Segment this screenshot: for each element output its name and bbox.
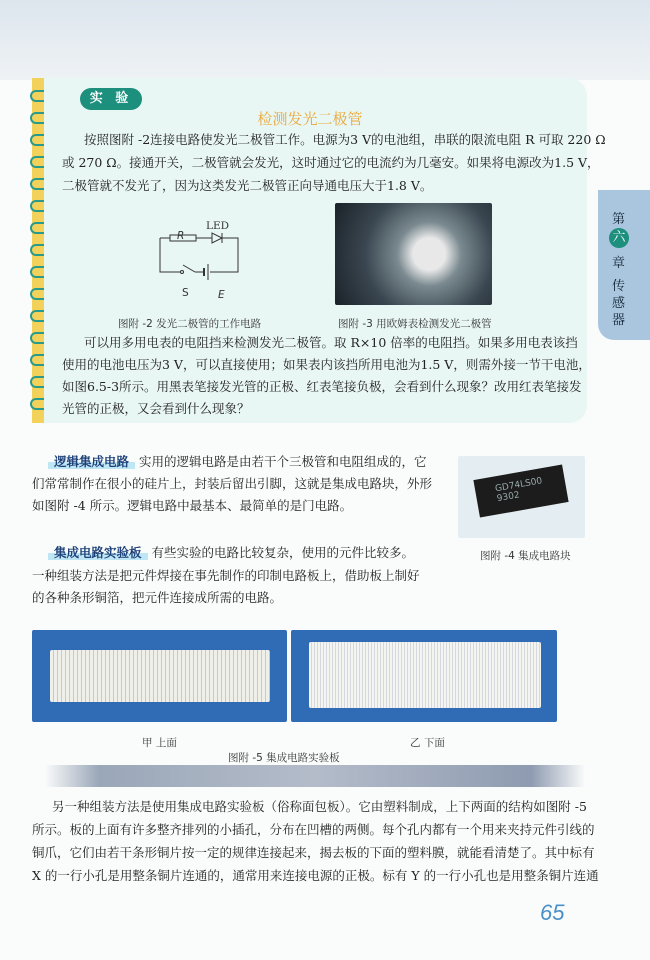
- breadboard-bottom-photo: [291, 630, 557, 722]
- experiment-title: 检测发光二极管: [257, 110, 363, 128]
- fig5-caption: 图附 -5 集成电路实验板: [228, 752, 340, 764]
- e-label: E: [218, 289, 225, 301]
- ic-chip-photo: [458, 456, 585, 538]
- ohmmeter-photo: [335, 203, 492, 305]
- text-line: 一种组装方法是把元件焊接在事先制作的印制电路板上，借助板上制好: [32, 568, 420, 583]
- s-label: S: [182, 287, 189, 299]
- chapter-tab: [598, 190, 650, 340]
- text-line: 如图6.5-3所示。用黑表笔接发光管的正极、红表笔接负极，会看到什么现象？改用红表笔接发: [62, 379, 582, 394]
- text-line: 二极管就不发光了，因为这类发光二极管正向导通电压大于1.8 V。: [62, 178, 433, 193]
- text-line: 铜爪，它们由若干条形铜片按一定的规律连接起来，揭去板的下面的塑料膜，就能看清楚了。其中标有: [32, 845, 595, 860]
- chapter-zhang: 章: [612, 256, 626, 271]
- breadboard-top-photo: [32, 630, 287, 722]
- experiment-badge: 实 验: [80, 88, 142, 110]
- text-line: 按照图附 -2连接电路使发光二极管工作。电源为3 V的电池组，串联的限流电阻 R 可取 220 Ω: [84, 132, 606, 147]
- text-line: 另一种组装方法是使用集成电路实验板（俗称面包板）。它由塑料制成，上下两面的结构如图附 -5: [52, 799, 587, 814]
- chapter-name: 传感器: [612, 279, 626, 328]
- fig3-caption: 图附 -3 用欧姆表检测发光二极管: [338, 318, 492, 330]
- fig2-caption: 图附 -2 发光二极管的工作电路: [118, 318, 262, 330]
- chapter-number: 六: [609, 228, 629, 248]
- text-line: 使用的电池电压为3 V，可以直接使用；如果表内该挡所用电池为1.5 V，则需外接一节干电池，: [62, 357, 591, 372]
- chip-label: GD74LS00: [494, 476, 544, 495]
- decorative-divider: [45, 765, 585, 787]
- text-line: 如图附 -4 所示。逻辑电路中最基本、最简单的是门电路。: [32, 498, 353, 513]
- logic-keyword: 逻辑集成电路: [48, 454, 135, 469]
- page-number: 65: [540, 900, 565, 925]
- r-label: R: [177, 230, 185, 242]
- led-circuit-diagram: [150, 220, 250, 300]
- text-line: 可以用多用电表的电阻挡来检测发光二极管。取 R×10 倍率的电阻挡。如果多用电表该挡: [84, 335, 578, 350]
- spiral-binding-icon: [30, 90, 50, 410]
- text-line: 有些实验的电路比较复杂，使用的元件比较多。: [151, 545, 415, 560]
- chip-label: 9302: [496, 490, 521, 505]
- chapter-di: 第: [612, 212, 626, 227]
- text-line: 的各种条形铜箔，把元件连接成所需的电路。: [32, 590, 283, 605]
- fig5-top-label: 甲 上面: [142, 737, 177, 749]
- text-line: 所示。板的上面有许多整齐排列的小插孔，分布在凹槽的两侧。每个孔内都有一个用来夹持元件引线的: [32, 822, 595, 837]
- board-keyword: 集成电路实验板: [48, 545, 148, 560]
- text-line: X 的一行小孔是用整条铜片连通的，通常用来连接电源的正极。标有 Y 的一行小孔也是用整条铜片连通: [32, 868, 599, 883]
- led-label: LED: [206, 220, 230, 232]
- text-line: 实用的逻辑电路是由若干个三极管和电阻组成的，它: [139, 454, 427, 469]
- fig5-bottom-label: 乙 下面: [410, 737, 445, 749]
- text-line: 光管的正极，又会看到什么现象？: [62, 401, 250, 416]
- top-band: [0, 0, 650, 80]
- text-line: 们常常制作在很小的硅片上，封装后留出引脚，这就是集成电路块，外形: [32, 476, 433, 491]
- text-line: 或 270 Ω。接通开关，二极管就会发光，这时通过它的电流约为几毫安。如果将电源改为1.5 V，: [62, 155, 600, 170]
- fig4-caption: 图附 -4 集成电路块: [480, 550, 571, 562]
